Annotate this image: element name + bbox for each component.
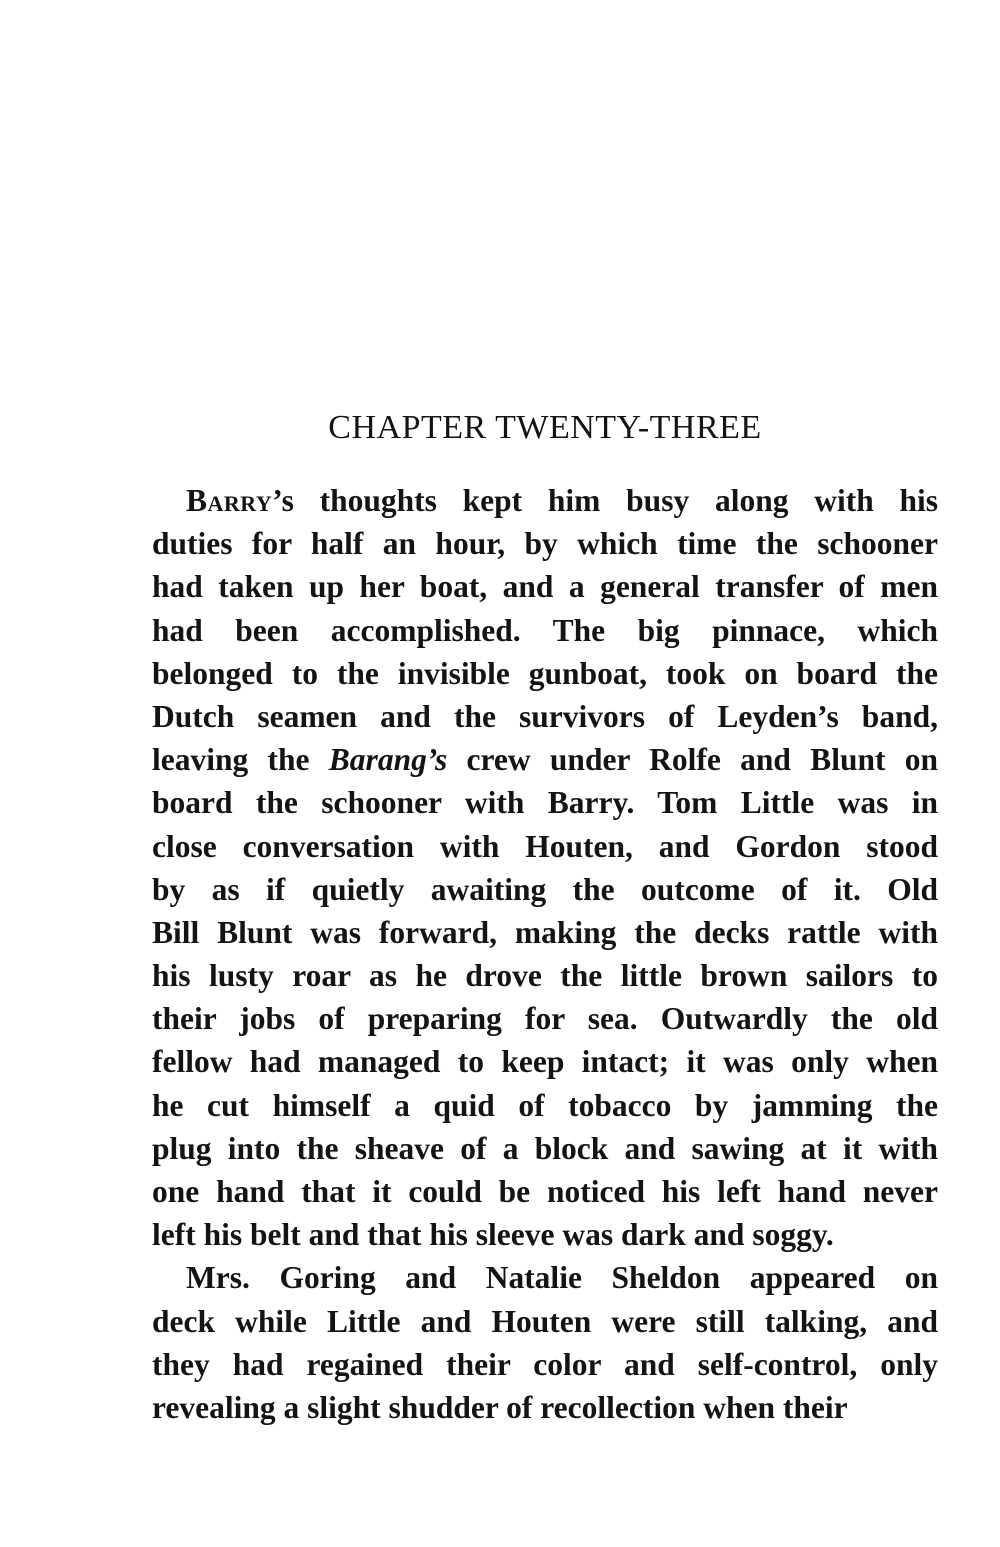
paragraph [152, 479, 938, 1256]
text-run: belonged to the invisible gunboat, took on board the [152, 655, 938, 691]
text-line [152, 522, 938, 565]
text-line [152, 738, 938, 781]
text-run: Mrs. Goring and Natalie Sheldon appeared on [186, 1260, 938, 1296]
text-line [152, 1343, 938, 1386]
body-text [152, 479, 938, 1429]
text-run: had been accomplished. The big pinnace, which [152, 612, 938, 648]
text-line [152, 1040, 938, 1083]
text-line [152, 781, 938, 824]
text-line [152, 1256, 938, 1299]
text-line [152, 911, 938, 954]
text-run: deck while Little and Houten were still talking, and [152, 1303, 938, 1339]
text-run: one hand that it could be noticed his left hand never [152, 1174, 938, 1209]
text-run: leaving the [152, 742, 329, 778]
paragraph [152, 1256, 938, 1429]
text-line [152, 825, 938, 868]
italic-text: Barang’s [328, 742, 448, 778]
text-run: fellow had managed to keep intact; it was only when [152, 1044, 938, 1080]
text-run: board the schooner with Barry. Tom Little was in [152, 785, 938, 821]
text-run: his lusty roar as he drove the little brown sailors to [152, 958, 938, 994]
text-line [152, 1386, 938, 1429]
text-run: duties for half an hour, by which time the schooner [152, 526, 938, 562]
text-line [152, 1127, 938, 1170]
text-line [152, 1170, 938, 1213]
text-line [152, 1213, 938, 1256]
text-run: they had regained their color and self-control, only [152, 1346, 938, 1382]
text-run: revealing a slight shudder of recollection when their [152, 1389, 848, 1425]
text-line [152, 954, 938, 997]
smallcaps-text: Barry [186, 483, 273, 518]
text-run: Dutch seamen and the survivors of Leyden’s band, [152, 698, 938, 734]
text-line [152, 997, 938, 1040]
text-line [152, 479, 938, 522]
text-run: close conversation with Houten, and Gordon stood [152, 828, 938, 864]
text-line [152, 1300, 938, 1343]
chapter-heading: CHAPTER TWENTY-THREE [328, 409, 762, 446]
text-line [152, 868, 938, 911]
text-run: Bill Blunt was forward, making the decks rattle with [152, 914, 938, 950]
text-line [152, 1084, 938, 1127]
text-run: had taken up her boat, and a general transfer of men [152, 569, 938, 605]
text-line [152, 652, 938, 695]
text-run: by as if quietly awaiting the outcome of it. Old [152, 871, 938, 907]
text-run: their jobs of preparing for sea. Outwardly the old [152, 1001, 938, 1037]
text-line [152, 565, 938, 608]
text-run: plug into the sheave of a block and sawing at it with [152, 1130, 938, 1166]
text-run: crew under Rolfe and Blunt on [447, 742, 938, 778]
text-line [152, 609, 938, 652]
text-run: left his belt and that his sleeve was dark and soggy. [152, 1217, 834, 1253]
text-line [152, 695, 938, 738]
text-run: he cut himself a quid of tobacco by jamming the [152, 1087, 938, 1123]
text-run: ’s thoughts kept him busy along with his [272, 483, 938, 518]
